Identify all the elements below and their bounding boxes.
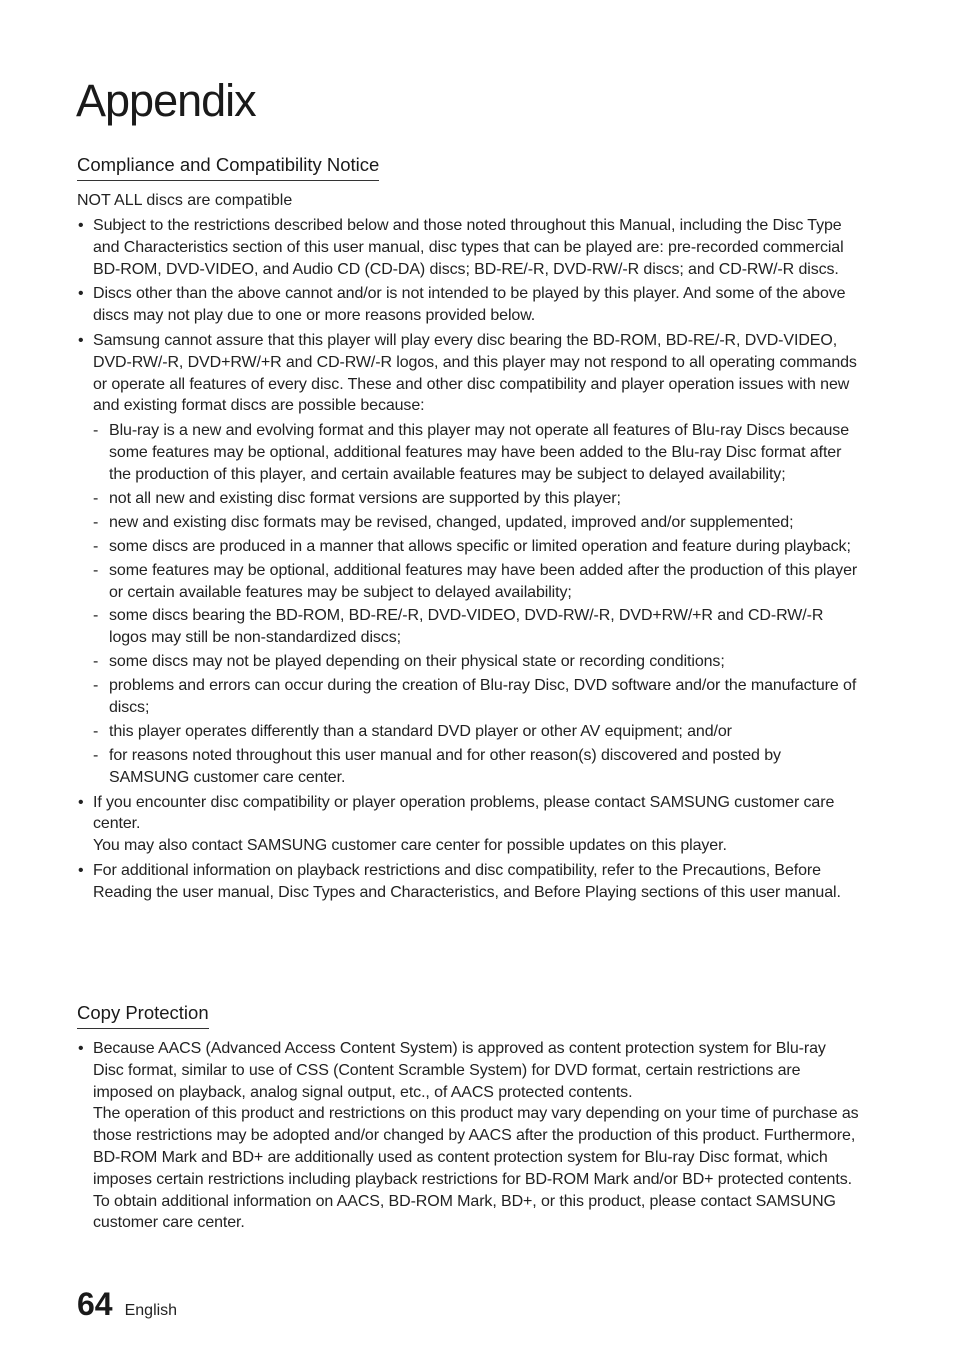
reason-item: - for reasons noted throughout this user manual and for other reason(s) discovered and posted by SAMSUNG customer care center. xyxy=(93,745,859,789)
reason-item: - some discs bearing the BD-ROM, BD-RE/-R, DVD-VIDEO, DVD-RW/-R, DVD+RW/+R and CD-RW/-R logos may still be non-standardized discs; xyxy=(93,605,859,649)
bullet-text-continued: You may also contact SAMSUNG customer care center for possible updates on this player. xyxy=(93,837,727,855)
bullet-item xyxy=(77,283,859,327)
reason-item: - not all new and existing disc format versions are supported by this player; xyxy=(93,488,859,510)
page-footer xyxy=(77,1285,177,1323)
page-number: 64 xyxy=(77,1286,113,1322)
reason-item: - some discs are produced in a manner that allows specific or limited operation and feature during playback; xyxy=(93,536,859,558)
bullet-text: • Samsung cannot assure that this player will play every disc bearing the BD-ROM, BD-RE/-R, DVD-VIDEO, DVD-RW/-R, DVD+RW/+R and CD-RW/-R logos, and this player may not respond to all operating commands or operate all features of every disc. These and other disc compatibility and player operation issues with new and existing format discs are possible because: xyxy=(93,331,857,415)
bullet-item xyxy=(77,860,859,904)
section-heading-compliance: Compliance and Compatibility Notice xyxy=(77,154,379,181)
reason-item: - this player operates differently than a standard DVD player or other AV equipment; and/or xyxy=(93,721,859,743)
page-title: Appendix xyxy=(76,75,256,126)
copy-protection-bullet-list xyxy=(77,1038,859,1237)
bullet-text: • Because AACS (Advanced Access Content System) is approved as content protection system for Blu-ray Disc format, similar to use of CSS (Content Scramble System) for DVD format, certain restrictions are imposed on playback, analog signal output, etc., of AACS protected contents. xyxy=(93,1040,826,1101)
page-language: English xyxy=(124,1302,178,1319)
reason-item: - Blu-ray is a new and evolving format and this player may not operate all features of Blu-ray Discs because some features may be optional, additional features may have been added to the Blu-ray Disc format after the production of this player, and certain available features may be subject to delayed availability; xyxy=(93,420,859,485)
reason-item: - some discs may not be played depending on their physical state or recording conditions; xyxy=(93,651,859,673)
compliance-bullet-list xyxy=(77,215,859,907)
reason-list xyxy=(93,420,859,788)
bullet-item xyxy=(77,1038,859,1234)
bullet-text: • Subject to the restrictions described below and those noted throughout this Manual, including the Disc Type and Characteristics section of this user manual, disc types that can be played are: pre-recorded commercial BD-ROM, DVD-VIDEO, and Audio CD (CD-DA) discs; BD-RE/-R, DVD-RW/-R discs; and CD-RW/-R discs. xyxy=(93,217,844,278)
section-heading-copy-protection: Copy Protection xyxy=(77,1002,209,1029)
bullet-text-continued: The operation of this product and restrictions on this product may vary depending on your time of purchase as those restrictions may be adopted and/or changed by AACS after the production of this product. Furthermore, BD-ROM Mark and BD+ are additionally used as content protection system for Blu-ray Disc format, which imposes certain restrictions including playback restrictions for BD-ROM Mark and/or BD+ protected contents. To obtain additional information on AACS, BD-ROM Mark, BD+, or this product, please contact SAMSUNG customer care center. xyxy=(93,1105,859,1232)
reason-item: - some features may be optional, additional features may have been added after the production of this player or certain available features may be subject to delayed availability; xyxy=(93,560,859,604)
bullet-item xyxy=(77,792,859,857)
bullet-text: • Discs other than the above cannot and/or is not intended to be played by this player. And some of the above discs may not play due to one or more reasons provided below. xyxy=(93,285,846,325)
bullet-text: • For additional information on playback restrictions and disc compatibility, refer to the Precautions, Before Reading the user manual, Disc Types and Characteristics, and Before Playing sections of this user manual. xyxy=(93,862,841,901)
bullet-item xyxy=(77,215,859,280)
bullet-item xyxy=(77,330,859,789)
intro-text: NOT ALL discs are compatible xyxy=(77,192,293,209)
reason-item: - new and existing disc formats may be revised, changed, updated, improved and/or supplemented; xyxy=(93,512,859,534)
reason-item: - problems and errors can occur during the creation of Blu-ray Disc, DVD software and/or the manufacture of discs; xyxy=(93,675,859,719)
bullet-text: • If you encounter disc compatibility or player operation problems, please contact SAMSUNG customer care center. xyxy=(93,793,835,833)
